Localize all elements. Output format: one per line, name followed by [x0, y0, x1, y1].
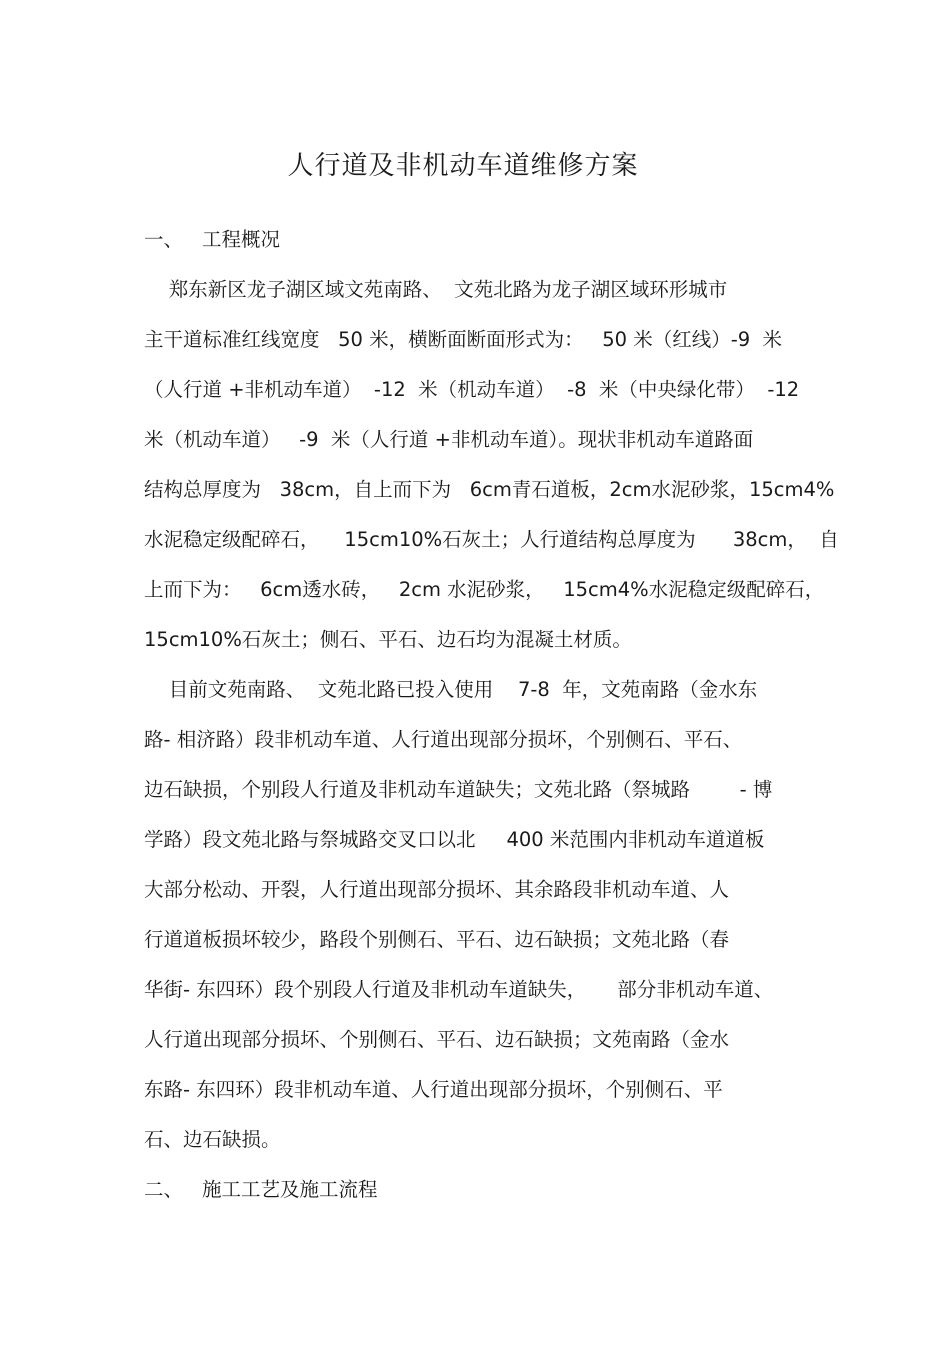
- paragraph-line: 上而下为： 6cm透水砖， 2cm 水泥砂浆， 15cm4%水泥稳定级配碎石，: [144, 578, 825, 601]
- paragraph-line: 目前文苑南路、 文苑北路已投入使用 7-8 年，文苑南路（金水东: [144, 678, 758, 701]
- section-title-2: 施工工艺及施工流程: [202, 1178, 378, 1201]
- paragraph-line: 郑东新区龙子湖区域文苑南路、 文苑北路为龙子湖区域环形城市: [144, 278, 728, 301]
- paragraph-line: （人行道 +非机动车道） -12 米（机动车道） -8 米（中央绿化带） -12: [144, 378, 800, 401]
- paragraph-line: 米（机动车道） -9 米（人行道 +非机动车道）。现状非机动车道路面: [144, 428, 754, 451]
- section-heading-2: [144, 1176, 378, 1204]
- paragraph-line: 路- 相济路）段非机动车道、人行道出现部分损坏，个别侧石、平石、: [144, 728, 743, 751]
- paragraph-line: 华街- 东四环）段个别段人行道及非机动车道缺失， 部分非机动车道、: [144, 978, 774, 1001]
- paragraph-line: 边石缺损，个别段人行道及非机动车道缺失；文苑北路（祭城路 - 博: [144, 778, 773, 801]
- section-title-1: 工程概况: [202, 228, 281, 251]
- paragraph-line: 人行道出现部分损坏、个别侧石、平石、边石缺损；文苑南路（金水: [144, 1028, 730, 1051]
- page-title: 人行道及非机动车道维修方案: [287, 151, 639, 181]
- paragraph-line: 东路- 东四环）段非机动车道、人行道出现部分损坏，个别侧石、平: [144, 1078, 723, 1101]
- paragraph-line: 主干道标准红线宽度 50 米，横断面断面形式为： 50 米（红线）-9 米: [144, 328, 783, 351]
- paragraph-line: 结构总厚度为 38cm，自上而下为 6cm青石道板，2cm水泥砂浆，15cm4%: [144, 478, 835, 501]
- paragraph-line: 石、边石缺损。: [144, 1128, 281, 1151]
- section-heading-1: [144, 226, 280, 254]
- paragraph-line: 行道道板损坏较少，路段个别侧石、平石、边石缺损；文苑北路（春: [144, 928, 730, 951]
- paragraph-line: 水泥稳定级配碎石， 15cm10%石灰土；人行道结构总厚度为 38cm， 自: [144, 528, 839, 551]
- section-number-1: 一、: [144, 228, 184, 251]
- section-number-2: 二、: [144, 1178, 184, 1201]
- paragraph-line: 学路）段文苑北路与祭城路交叉口以北 400 米范围内非机动车道道板: [144, 828, 765, 851]
- paragraph-line: 15cm10%石灰土；侧石、平石、边石均为混凝土材质。: [144, 628, 632, 651]
- paragraph-line: 大部分松动、开裂，人行道出现部分损坏、其余路段非机动车道、人: [144, 878, 730, 901]
